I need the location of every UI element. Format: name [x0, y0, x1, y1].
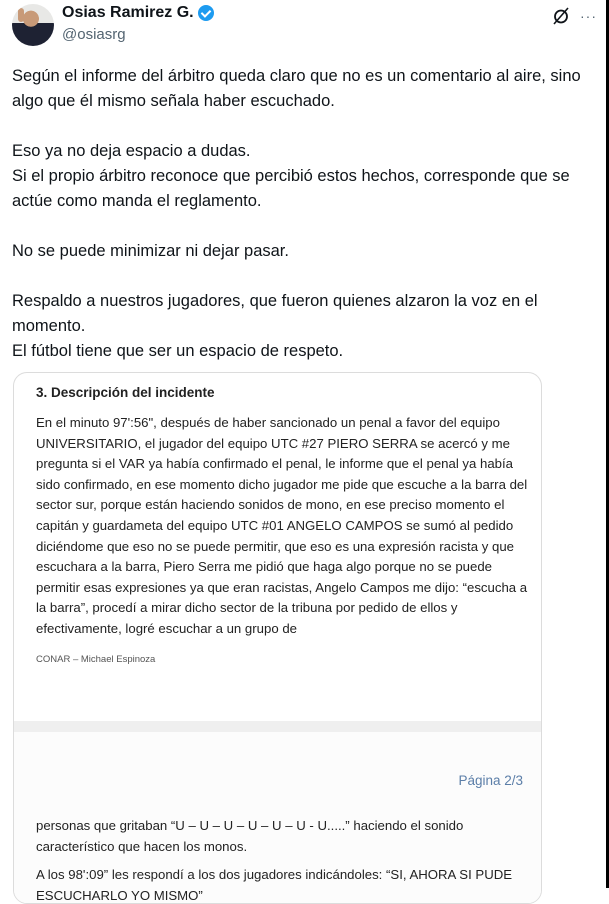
document-page-2-body	[36, 816, 531, 904]
tweet-paragraph: Respaldo a nuestros jugadores, que fueron quienes alzaron la voz en el momento.	[12, 292, 538, 335]
document-heading: 3. Descripción del incidente	[36, 385, 215, 400]
tweet-paragraph: El fútbol tiene que ser un espacio de respeto.	[12, 342, 344, 360]
author-handle[interactable]: @osiasrg	[62, 26, 126, 43]
author-name-row	[62, 4, 214, 22]
tweet-paragraph: Si el propio árbitro reconoce que percibió estos hechos, corresponde que se actúe como manda el reglamento.	[12, 167, 570, 210]
grok-icon[interactable]	[552, 7, 570, 25]
avatar[interactable]	[12, 4, 54, 46]
author-name[interactable]: Osias Ramirez G.	[62, 4, 194, 21]
document-paragraph: A los 98':09” les respondí a los dos jugadores indicándoles: “SI, AHORA SI PUDE ESCUCHARLO YO MISMO”	[36, 867, 513, 903]
tweet-text	[12, 64, 597, 364]
document-footer: CONAR – Michael Espinoza	[36, 654, 156, 665]
document-paragraph: personas que gritaban “U – U – U – U – U – U - U.....” haciendo el sonido característico que hacen los monos.	[36, 818, 464, 854]
attached-document-image[interactable]	[13, 372, 542, 904]
document-body: En el minuto 97':56", después de haber sancionado un penal a favor del equipo UNIVERSITARIO, el jugador del equipo UTC #27 PIERO SERRA se acercó y me pregunta si el VAR ya había confirmado el penal, le informe que el penal ya había sido confirmado, en ese momento dicho jugador me pide que escuche a la barra del sector sur, porque están haciendo sonidos de mono, en ese preciso momento el capitán y guardameta del equipo UTC #01 ANGELO CAMPOS se sumó al pedido diciéndome que eso no se puede permitir, que eso es una expresión racista y que escuchara a la barra, Piero Serra me pidió que haga algo porque no se puede permitir esas expresiones ya que eran racistas, Angelo Campos me dijo: “escucha a la barra”, procedí a mirar dicho sector de la tribuna por pedido de ellos y efectivamente, logré escuchar a un grupo de	[36, 415, 528, 636]
verified-badge-icon	[198, 5, 214, 21]
tweet-paragraph: Eso ya no deja espacio a dudas.	[12, 142, 251, 160]
tweet-header	[0, 0, 606, 52]
page-number: Página 2/3	[458, 773, 523, 788]
page-divider	[14, 721, 541, 732]
tweet-paragraph: Según el informe del árbitro queda claro que no es un comentario al aire, sino algo que él mismo señala haber escuchado.	[12, 67, 581, 110]
more-options-icon[interactable]: ···	[580, 8, 597, 24]
tweet-paragraph: No se puede minimizar ni dejar pasar.	[12, 242, 289, 260]
